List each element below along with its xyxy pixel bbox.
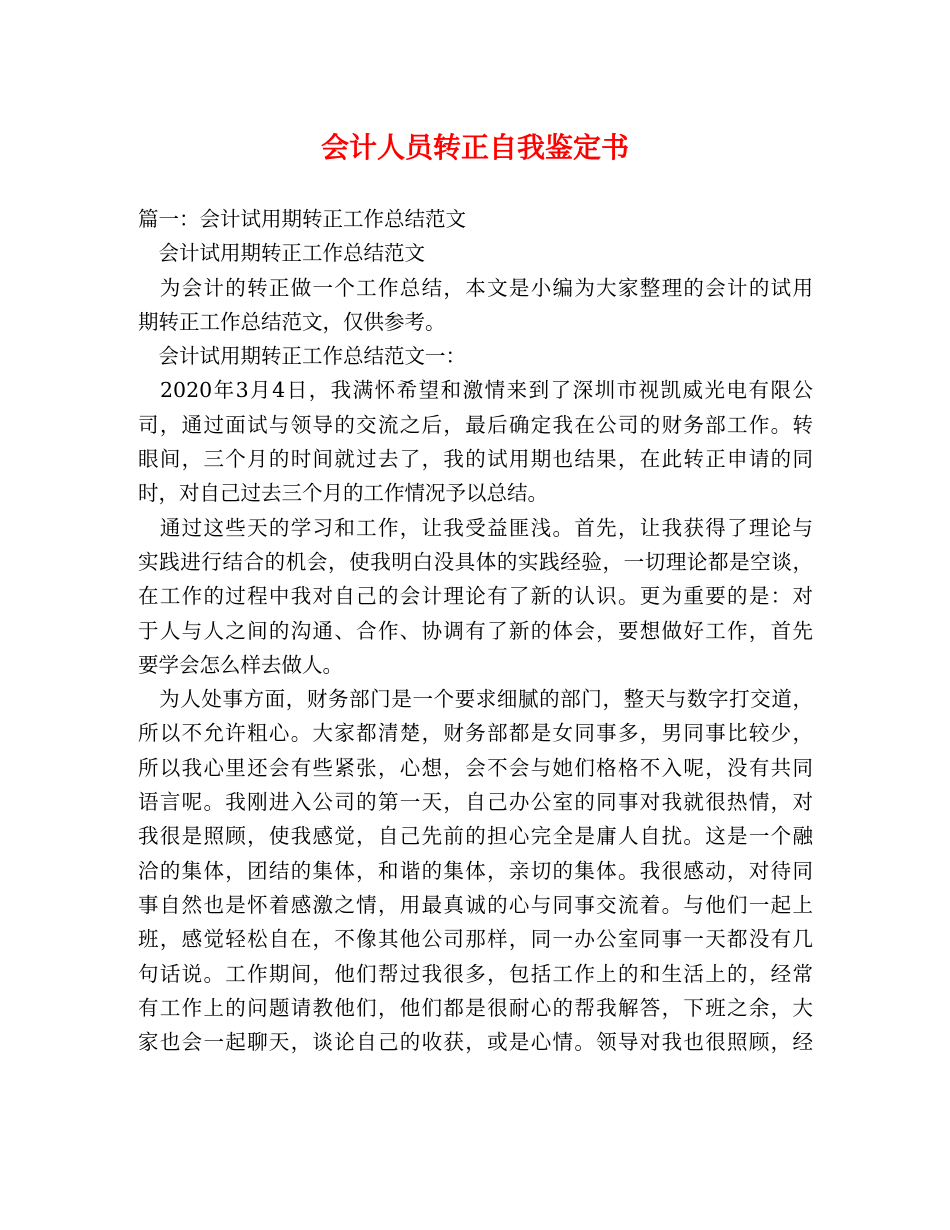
document-body xyxy=(138,202,813,1059)
text-line: 实践进行结合的机会，使我明白没具体的实践经验，一切理论都是空谈， xyxy=(138,549,813,574)
text-line: 在工作的过程中我对自己的会计理论有了新的认识。更为重要的是：对 xyxy=(138,584,813,609)
text-line: 语言呢。我刚进入公司的第一天，自己办公室的同事对我就很热情，对 xyxy=(138,790,813,815)
text-line: 所以不允许粗心。大家都清楚，财务部都是女同事多，男同事比较少， xyxy=(138,721,813,746)
text-line: 洽的集体，团结的集体，和谐的集体，亲切的集体。我很感动，对待同 xyxy=(138,858,813,883)
text-line: 通过这些天的学习和工作，让我受益匪浅。首先，让我获得了理论与 xyxy=(138,515,813,540)
text-line: 句话说。工作期间，他们帮过我很多，包括工作上的和生活上的，经常 xyxy=(138,961,813,986)
text-line: 期转正工作总结范文，仅供参考。 xyxy=(138,309,446,334)
text-line: 为人处事方面，财务部门是一个要求细腻的部门，整天与数字打交道， xyxy=(138,687,813,712)
text-line: 为会计的转正做一个工作总结，本文是小编为大家整理的会计的试用 xyxy=(138,275,813,300)
text-line: 司，通过面试与领导的交流之后，最后确定我在公司的财务部工作。转 xyxy=(138,412,813,437)
text-line: 会计试用期转正工作总结范文 xyxy=(138,241,425,266)
text-line: 时，对自己过去三个月的工作情况予以总结。 xyxy=(138,481,548,506)
text-line: 眼间，三个月的时间就过去了，我的试用期也结果，在此转正申请的同 xyxy=(138,447,813,472)
text-line: 于人与人之间的沟通、合作、协调有了新的体会，要想做好工作，首先 xyxy=(138,618,813,643)
text-line: 要学会怎么样去做人。 xyxy=(138,652,343,677)
text-line: 会计试用期转正工作总结范文一： xyxy=(138,344,466,369)
text-line: 我很是照顾，使我感觉，自己先前的担心完全是庸人自扰。这是一个融 xyxy=(138,824,813,849)
text-line: 有工作上的问题请教他们，他们都是很耐心的帮我解答，下班之余，大 xyxy=(138,995,813,1020)
text-line: 班，感觉轻松自在，不像其他公司那样，同一办公室同事一天都没有几 xyxy=(138,927,813,952)
text-line: 篇一：会计试用期转正工作总结范文 xyxy=(138,207,466,231)
text-line: 家也会一起聊天，谈论自己的收获，或是心情。领导对我也很照顾，经 xyxy=(138,1030,813,1055)
text-line: 2020年3月4日，我满怀希望和激情来到了深圳市视凯威光电有限公 xyxy=(138,378,813,403)
document-title: 会计人员转正自我鉴定书 xyxy=(320,131,629,164)
text-line: 所以我心里还会有些紧张，心想，会不会与她们格格不入呢，没有共同 xyxy=(138,755,813,780)
text-line: 事自然也是怀着感激之情，用最真诚的心与同事交流着。与他们一起上 xyxy=(138,892,813,917)
